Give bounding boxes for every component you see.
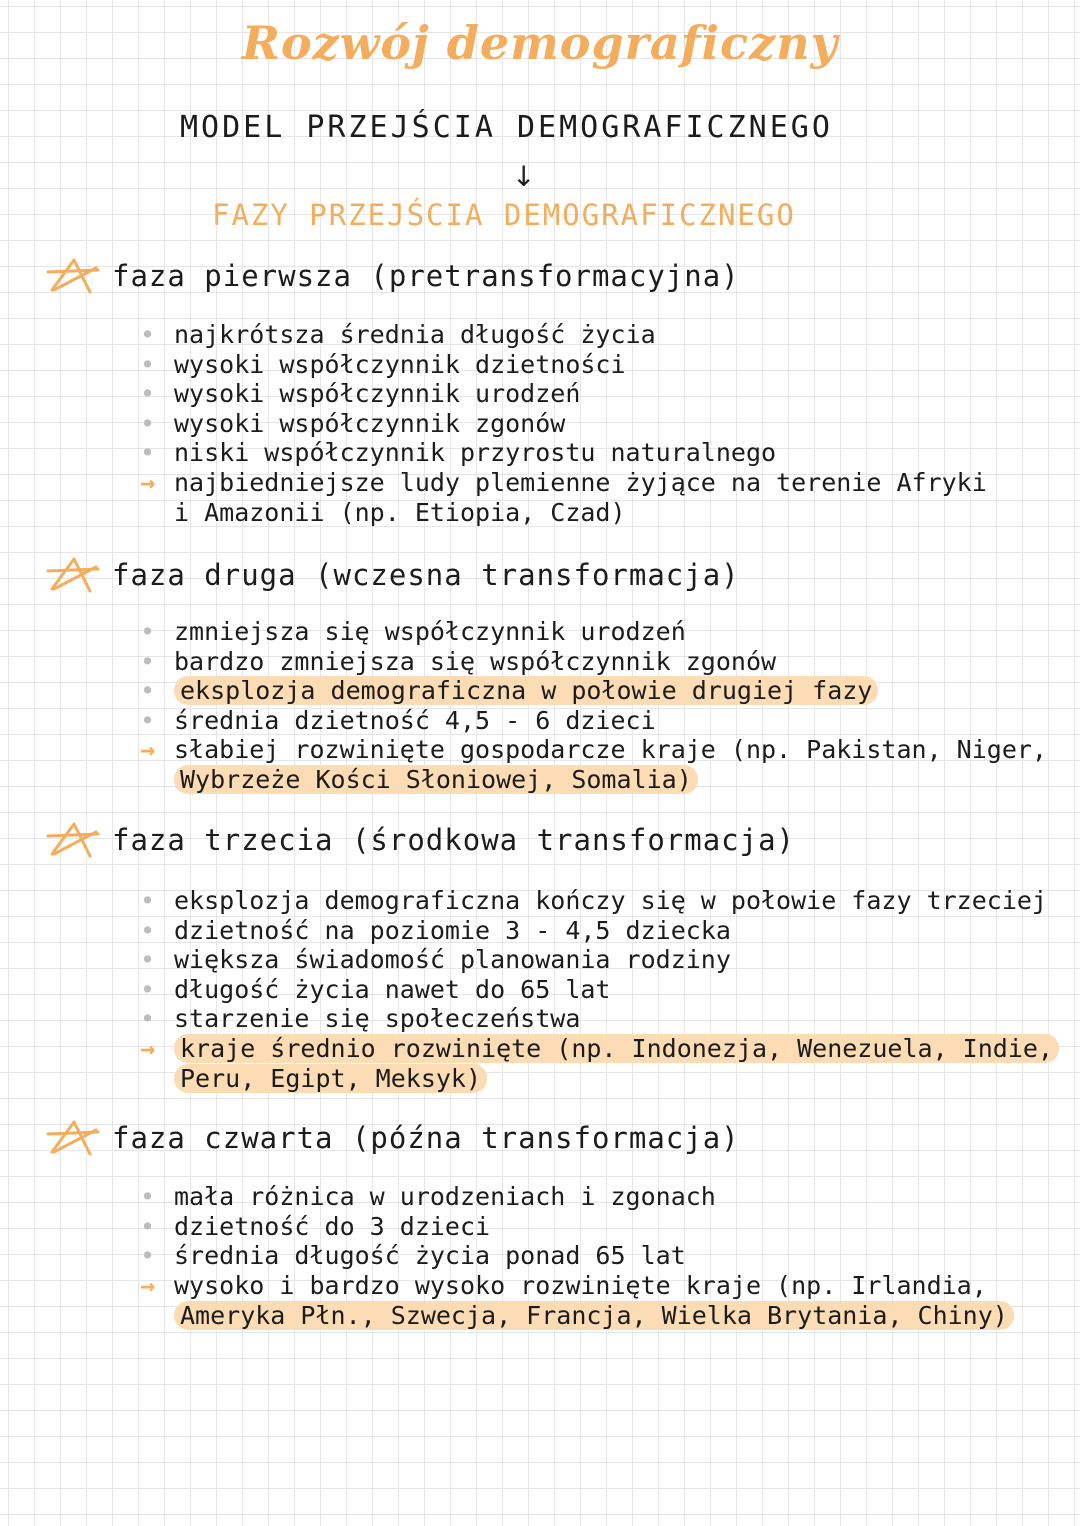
- arrow-right-icon: →: [140, 735, 156, 764]
- list-item: • eksplozja demograficzna w połowie drugiej fazy: [140, 676, 1040, 706]
- phase-4-title: faza czwarta (późna transformacja): [112, 1121, 740, 1155]
- phases-heading: FAZY PRZEJŚCIA DEMOGRAFICZNEGO: [212, 198, 796, 232]
- list-item: • długość życia nawet do 65 lat: [140, 974, 611, 1004]
- list-item: • niski współczynnik przyrostu naturalnego: [140, 438, 777, 467]
- list-item: • wysoki współczynnik zgonów: [140, 408, 566, 438]
- phase-4-list: [140, 1182, 1040, 1331]
- star-icon: [44, 820, 102, 860]
- phase-1-section: [44, 256, 1054, 528]
- phase-4-section: [44, 1118, 1054, 1331]
- list-item: • większa świadomość planowania rodziny: [140, 945, 731, 974]
- star-icon: [44, 555, 102, 595]
- model-heading: MODEL PRZEJŚCIA DEMOGRAFICZNEGO: [180, 110, 833, 145]
- example-item: → kraje średnio rozwinięte (np. Indonezja, Wenezuela, Indie, Peru, Egipt, Meksyk): [140, 1034, 1040, 1094]
- list-item: • zmniejsza się współczynnik urodzeń: [140, 617, 686, 646]
- arrow-down-icon: ↓: [512, 160, 536, 193]
- phase-2-heading: [44, 555, 1054, 595]
- example-item: → najbiedniejsze ludy plemienne żyjące na terenie Afryki i Amazonii (np. Etiopia, Czad): [140, 467, 987, 527]
- phase-4-heading: [44, 1118, 1054, 1158]
- page-title: Rozwój demograficzny: [241, 16, 839, 70]
- phase-2-section: [44, 555, 1054, 795]
- example-item: → słabiej rozwinięte gospodarcze kraje (np. Pakistan, Niger, Wybrzeże Kości Słoniowej, Somalia): [140, 735, 1047, 794]
- arrow-right-icon: →: [140, 467, 156, 497]
- list-item: • bardzo zmniejsza się współczynnik zgonów: [140, 646, 777, 676]
- phase-3-section: [44, 820, 1054, 1094]
- phase-2-list: [140, 617, 1047, 795]
- phase-1-title: faza pierwsza (pretransformacyjna): [112, 259, 740, 293]
- phase-3-heading: [44, 820, 1054, 860]
- arrow-right-icon: →: [140, 1270, 156, 1300]
- phase-1-heading: [44, 256, 1054, 296]
- phase-3-list: [140, 886, 1053, 1094]
- star-icon: [44, 256, 102, 296]
- list-item: • wysoki współczynnik dzietności: [140, 349, 626, 379]
- list-item: • mała różnica w urodzeniach i zgonach: [140, 1182, 716, 1211]
- list-item: • wysoki współczynnik urodzeń: [140, 379, 581, 408]
- list-item: • dzietność do 3 dzieci: [140, 1211, 491, 1241]
- arrow-right-icon: →: [140, 1033, 156, 1063]
- list-item: • eksplozja demograficzna kończy się w połowie fazy trzeciej: [140, 886, 1047, 915]
- list-item: • najkrótsza średnia długość życia: [140, 320, 656, 349]
- list-item: • średnia długość życia ponad 65 lat: [140, 1241, 686, 1270]
- list-item: • średnia dzietność 4,5 - 6 dzieci: [140, 705, 656, 735]
- phase-3-title: faza trzecia (środkowa transformacja): [112, 823, 796, 857]
- star-icon: [44, 1118, 102, 1158]
- phase-1-list: [140, 320, 1040, 528]
- phase-2-title: faza druga (wczesna transformacja): [112, 558, 740, 592]
- list-item: • starzenie się społeczeństwa: [140, 1004, 581, 1033]
- list-item: • dzietność na poziomie 3 - 4,5 dziecka: [140, 915, 731, 945]
- example-item: → wysoko i bardzo wysoko rozwinięte kraje (np. Irlandia, Ameryka Płn., Szwecja, Francja, Wielka Brytania, Chiny): [140, 1271, 1040, 1331]
